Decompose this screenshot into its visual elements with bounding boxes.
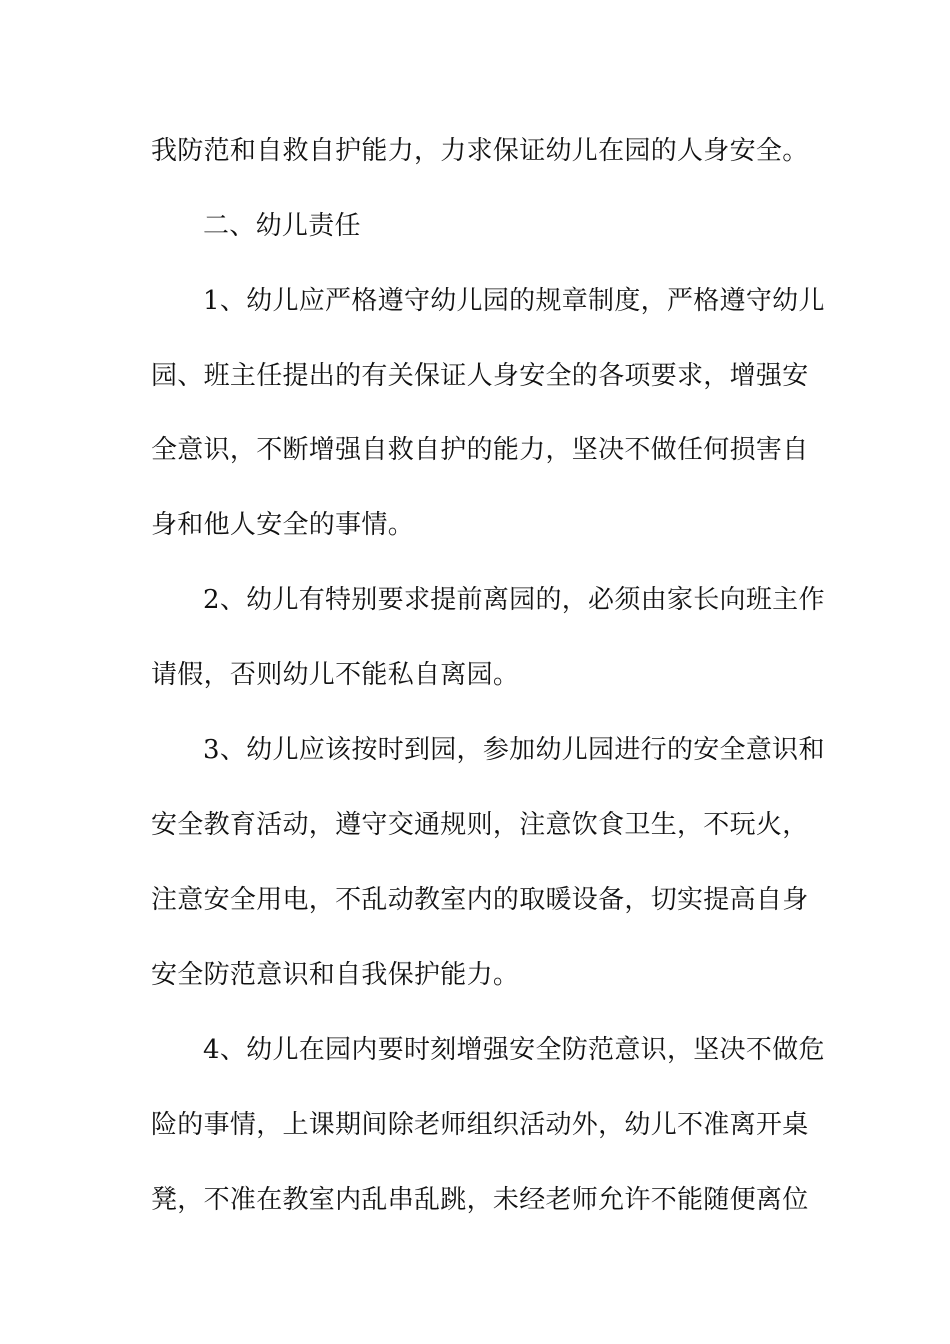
text-line: 我防范和自救自护能力，力求保证幼儿在园的人身安全。	[151, 136, 809, 166]
section-heading: 二、幼儿责任	[203, 211, 361, 241]
text-line: 安全教育活动，遵守交通规则，注意饮食卫生，不玩火，	[151, 810, 809, 840]
text-line: 全意识，不断增强自救自护的能力，坚决不做任何损害自	[151, 435, 809, 465]
text-line: 园、班主任提出的有关保证人身安全的各项要求，增强安	[151, 361, 809, 391]
text-line: 安全防范意识和自我保护能力。	[151, 960, 520, 990]
text-line: 险的事情，上课期间除老师组织活动外，幼儿不准离开桌	[151, 1110, 809, 1140]
text-line: 1、幼儿应严格遵守幼儿园的规章制度，严格遵守幼儿	[203, 286, 825, 316]
text-line: 请假，否则幼儿不能私自离园。	[151, 660, 520, 690]
text-line: 凳，不准在教室内乱串乱跳，未经老师允许不能随便离位	[151, 1185, 809, 1215]
text-line: 身和他人安全的事情。	[151, 510, 415, 540]
text-line: 4、幼儿在园内要时刻增强安全防范意识，坚决不做危	[203, 1035, 825, 1065]
text-line: 注意安全用电，不乱动教室内的取暖设备，切实提高自身	[151, 885, 809, 915]
text-line: 3、幼儿应该按时到园，参加幼儿园进行的安全意识和	[203, 735, 825, 765]
text-line: 2、幼儿有特别要求提前离园的，必须由家长向班主作	[203, 585, 825, 615]
